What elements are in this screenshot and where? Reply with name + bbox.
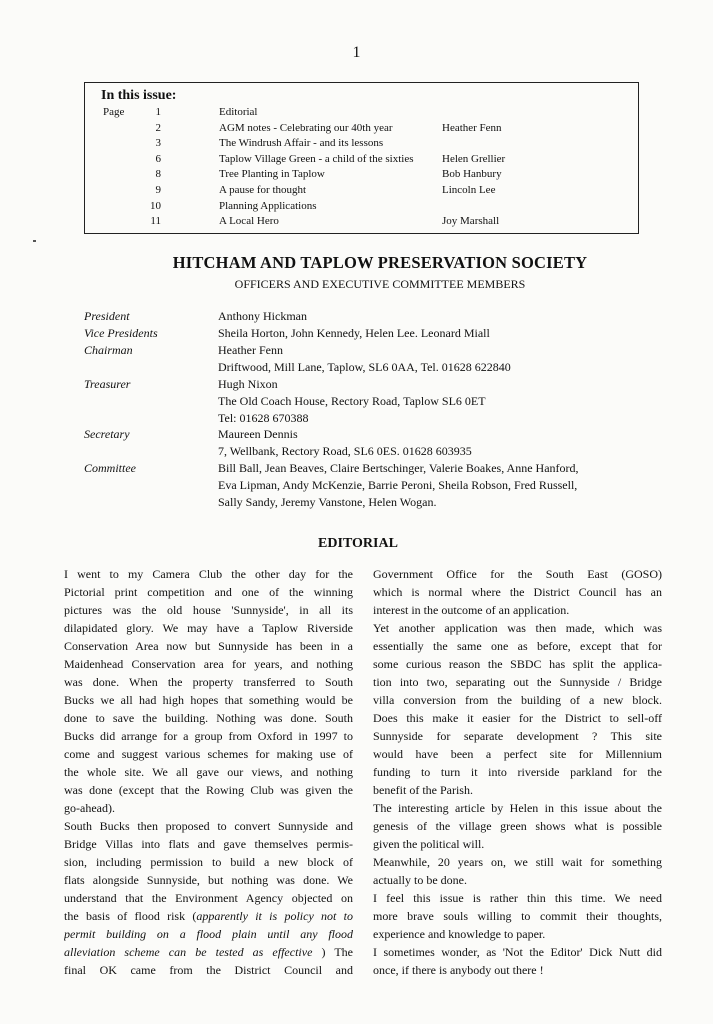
officer-details: Bill Ball, Jean Beaves, Claire Bertschinger, Valerie Boakes, Anne Hanford, bbox=[218, 461, 579, 475]
editorial-line: dilapidated glory. We may have a Taplow Riverside bbox=[64, 621, 353, 635]
editorial-line: essentially the same one as before, except that for bbox=[373, 639, 662, 653]
scan-speck bbox=[33, 240, 36, 242]
officer-role: Chairman bbox=[84, 343, 133, 357]
editorial-text: the basis of flood risk ( bbox=[64, 909, 197, 923]
editorial-line: Maidenhead Conservation area for years, and nothing bbox=[64, 657, 353, 671]
editorial-line: some curious reason the SBDC has split the applica- bbox=[373, 657, 662, 671]
contents-page: 3 bbox=[155, 137, 161, 149]
editorial-line: Sunnyside for separate development ? This site bbox=[373, 729, 662, 743]
editorial-line: funding to turn it into riverside parkland for the bbox=[373, 765, 662, 779]
editorial-line: The interesting article by Helen in this issue about the bbox=[373, 801, 662, 815]
editorial-heading: EDITORIAL bbox=[318, 536, 398, 551]
editorial-line: I sometimes wonder, as 'Not the Editor' Dick Nutt did bbox=[373, 945, 662, 959]
contents-title: Planning Applications bbox=[219, 200, 317, 212]
editorial-line: which is normal where the District Council has an bbox=[373, 585, 662, 599]
contents-page: 11 bbox=[150, 215, 161, 227]
contents-author: Heather Fenn bbox=[442, 122, 502, 134]
editorial-line: given the political will. bbox=[373, 837, 485, 851]
editorial-line: genesis of the village green shows what is possible bbox=[373, 819, 662, 833]
officer-details: Heather Fenn bbox=[218, 343, 283, 357]
officer-details: The Old Coach House, Rectory Road, Taplow SL6 0ET bbox=[218, 394, 486, 408]
officer-details: Eva Lipman, Andy McKenzie, Barrie Peroni, Sheila Robson, Fred Russell, bbox=[218, 478, 578, 492]
officer-details: Tel: 01628 670388 bbox=[218, 411, 309, 425]
contents-entry bbox=[85, 152, 640, 166]
editorial-italic-text: apparently it is policy not to bbox=[196, 909, 353, 923]
officer-role: Vice Presidents bbox=[84, 326, 158, 340]
contents-page: 2 bbox=[155, 122, 161, 134]
editorial-line: Pictorial print competition and one of the winning bbox=[64, 585, 353, 599]
editorial-line bbox=[64, 908, 353, 925]
officer-details: Driftwood, Mill Lane, Taplow, SL6 0AA, Tel. 01628 622840 bbox=[218, 360, 511, 374]
in-this-issue-heading: In this issue: bbox=[101, 88, 177, 103]
officer-role: Secretary bbox=[84, 427, 130, 441]
officer-details: Sheila Horton, John Kennedy, Helen Lee. Leonard Miall bbox=[218, 326, 490, 340]
contents-page: 9 bbox=[155, 184, 161, 196]
contents-page-label: Page bbox=[103, 106, 125, 118]
officer-details: Maureen Dennis bbox=[218, 427, 298, 441]
contents-entry bbox=[85, 214, 640, 228]
contents-title: Taplow Village Green - a child of the sixties bbox=[219, 153, 414, 165]
contents-entry bbox=[85, 136, 640, 150]
editorial-line: sion, including permission to build a new block of bbox=[64, 855, 353, 869]
editorial-line: more brave souls willing to commit their thoughts, bbox=[373, 909, 662, 923]
contents-entry bbox=[85, 183, 640, 197]
officer-role: Committee bbox=[84, 461, 136, 475]
contents-entry bbox=[85, 105, 640, 119]
editorial-line: Does this make it easier for the District to sell-off bbox=[373, 711, 662, 725]
editorial-line: interest in the outcome of an application. bbox=[373, 603, 570, 617]
contents-author: Lincoln Lee bbox=[442, 184, 496, 196]
editorial-line: Yet another application was then made, which was bbox=[373, 621, 662, 635]
contents-entry bbox=[85, 121, 640, 135]
editorial-line: benefit of the Parish. bbox=[373, 783, 473, 797]
editorial-line: would have been a perfect site for Millennium bbox=[373, 747, 662, 761]
editorial-line: done to save the building. Nothing was done. South bbox=[64, 711, 353, 725]
officer-details: Anthony Hickman bbox=[218, 309, 307, 323]
editorial-line: pictures was the old house 'Sunnyside', in all its bbox=[64, 603, 353, 617]
editorial-line: I feel this issue is rather thin this time. We need bbox=[373, 891, 662, 905]
editorial-line: once, if there is anybody out there ! bbox=[373, 963, 544, 977]
editorial-line: go-ahead). bbox=[64, 801, 115, 815]
contents-page: 6 bbox=[155, 153, 161, 165]
contents-author: Helen Grellier bbox=[442, 153, 506, 165]
editorial-line: was done (except that the Rowing Club was given the bbox=[64, 783, 353, 797]
contents-title: AGM notes - Celebrating our 40th year bbox=[219, 122, 393, 134]
editorial-line: the whole site. We all gave our views, and nothing bbox=[64, 765, 353, 779]
officer-details: Hugh Nixon bbox=[218, 377, 278, 391]
contents-page: 1 bbox=[155, 106, 161, 118]
contents-title: A pause for thought bbox=[219, 184, 307, 196]
editorial-text: ) The bbox=[312, 945, 353, 959]
editorial-line: experience and knowledge to paper. bbox=[373, 927, 546, 941]
editorial-line: come and suggest various schemes for making use of bbox=[64, 747, 353, 761]
editorial-line: final OK came from the District Council and bbox=[64, 963, 353, 977]
officer-details: 7, Wellbank, Rectory Road, SL6 0ES. 01628 603935 bbox=[218, 444, 472, 458]
contents-entry bbox=[85, 199, 640, 213]
editorial-line: Bucks we all had high hopes that something would be bbox=[64, 693, 353, 707]
contents-entry bbox=[85, 167, 640, 181]
editorial-line bbox=[64, 944, 353, 961]
officer-role: President bbox=[84, 309, 130, 323]
editorial-line: I went to my Camera Club the other day for the bbox=[64, 567, 353, 581]
society-title: HITCHAM AND TAPLOW PRESERVATION SOCIETY bbox=[172, 253, 588, 272]
editorial-italic-text: alleviation scheme can be tested as effective bbox=[64, 945, 313, 959]
contents-author: Joy Marshall bbox=[442, 215, 500, 227]
contents-page: 10 bbox=[150, 200, 161, 212]
officer-details: Sally Sandy, Jeremy Vanstone, Helen Wogan. bbox=[218, 495, 437, 509]
contents-title: A Local Hero bbox=[219, 215, 279, 227]
contents-author: Bob Hanbury bbox=[442, 168, 502, 180]
contents-title: Tree Planting in Taplow bbox=[219, 168, 325, 180]
page-number: 1 bbox=[352, 44, 361, 61]
contents-title: The Windrush Affair - and its lessons bbox=[219, 137, 384, 149]
editorial-line: was done. When the property transferred to South bbox=[64, 675, 353, 689]
editorial-line: South Bucks then proposed to convert Sunnyside and bbox=[64, 819, 353, 833]
editorial-line: Conservation Area now but Sunnyside has been in a bbox=[64, 639, 353, 653]
contents-title: Editorial bbox=[219, 106, 258, 118]
editorial-line: tion into two, separating out the Sunnyside / Bridge bbox=[373, 675, 662, 689]
editorial-line: Bucks did arrange for a group from Oxford in 1997 to bbox=[64, 729, 353, 743]
editorial-line: understand that the Environment Agency objected on bbox=[64, 891, 353, 905]
editorial-line: actually to be done. bbox=[373, 873, 467, 887]
editorial-line: Government Office for the South East (GOSO) bbox=[373, 567, 662, 581]
in-this-issue-box bbox=[84, 82, 639, 234]
editorial-italic-text: permit building on a flood plain until any flood bbox=[64, 927, 353, 941]
editorial-line: Meanwhile, 20 years on, we still wait for something bbox=[373, 855, 662, 869]
editorial-line: Bridge Villas into flats and gave themselves permis- bbox=[64, 837, 353, 851]
editorial-line: villa conversion from the building of a new block. bbox=[373, 693, 662, 707]
officer-role: Treasurer bbox=[84, 377, 131, 391]
editorial-line: flats alongside Sunnyside, but nothing was done. We bbox=[64, 873, 353, 887]
society-subtitle: OFFICERS AND EXECUTIVE COMMITTEE MEMBERS bbox=[234, 277, 526, 291]
editorial-line bbox=[64, 926, 353, 943]
contents-page: 8 bbox=[155, 168, 161, 180]
